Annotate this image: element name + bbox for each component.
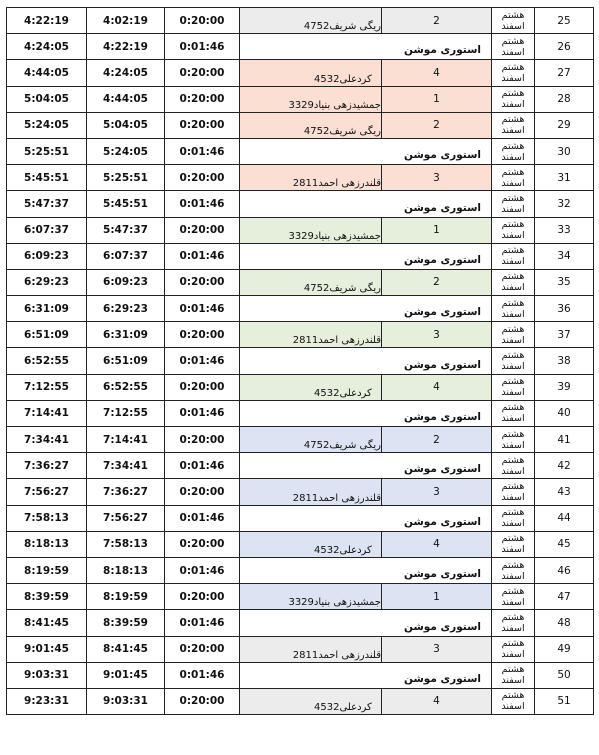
program-number-cell: 3 xyxy=(382,636,492,662)
story-motion-cell: استوری موشن xyxy=(240,662,492,688)
table-row xyxy=(7,217,594,243)
story-motion-cell: استوری موشن xyxy=(240,34,492,60)
row-number-cell: 40 xyxy=(535,400,594,426)
day-cell: هشتم اسفند xyxy=(492,505,535,531)
end-time-cell: 6:31:09 xyxy=(7,296,87,322)
day-cell: هشتم اسفند xyxy=(492,112,535,138)
row-number-cell: 30 xyxy=(535,138,594,164)
story-motion-cell: استوری موشن xyxy=(240,138,492,164)
end-time-cell: 6:51:09 xyxy=(7,322,87,348)
table-row xyxy=(7,138,594,164)
start-time-cell: 6:29:23 xyxy=(87,296,165,322)
row-number-cell: 25 xyxy=(535,8,594,34)
program-number-cell: 2 xyxy=(382,269,492,295)
duration-cell: 0:20:00 xyxy=(165,584,240,610)
program-number-cell: 4 xyxy=(382,531,492,557)
end-time-cell: 7:56:27 xyxy=(7,479,87,505)
row-number-cell: 49 xyxy=(535,636,594,662)
program-number-cell: 2 xyxy=(382,427,492,453)
start-time-cell: 5:45:51 xyxy=(87,191,165,217)
start-time-cell: 9:03:31 xyxy=(87,688,165,714)
row-number-cell: 32 xyxy=(535,191,594,217)
start-time-cell: 9:01:45 xyxy=(87,662,165,688)
table-row xyxy=(7,688,594,714)
end-time-cell: 7:14:41 xyxy=(7,400,87,426)
schedule-table xyxy=(6,7,594,715)
row-number-cell: 50 xyxy=(535,662,594,688)
duration-cell: 0:01:46 xyxy=(165,610,240,636)
table-row xyxy=(7,191,594,217)
start-time-cell: 8:18:13 xyxy=(87,557,165,583)
end-time-cell: 6:09:23 xyxy=(7,243,87,269)
day-cell: هشتم اسفند xyxy=(492,636,535,662)
end-time-cell: 8:18:13 xyxy=(7,531,87,557)
day-cell: هشتم اسفند xyxy=(492,243,535,269)
start-time-cell: 4:22:19 xyxy=(87,34,165,60)
row-number-cell: 39 xyxy=(535,374,594,400)
program-number-cell: 1 xyxy=(382,584,492,610)
day-cell: هشتم اسفند xyxy=(492,296,535,322)
row-number-cell: 26 xyxy=(535,34,594,60)
duration-cell: 0:01:46 xyxy=(165,296,240,322)
duration-cell: 0:20:00 xyxy=(165,322,240,348)
program-number-cell: 4 xyxy=(382,60,492,86)
day-cell: هشتم اسفند xyxy=(492,688,535,714)
row-number-cell: 35 xyxy=(535,269,594,295)
end-time-cell: 6:29:23 xyxy=(7,269,87,295)
row-number-cell: 34 xyxy=(535,243,594,269)
day-cell: هشتم اسفند xyxy=(492,34,535,60)
start-time-cell: 5:24:05 xyxy=(87,138,165,164)
table-row xyxy=(7,322,594,348)
duration-cell: 0:01:46 xyxy=(165,505,240,531)
table-row xyxy=(7,505,594,531)
program-number-cell: 2 xyxy=(382,112,492,138)
program-name-cell: قلندرزهی احمد2811 xyxy=(240,636,382,662)
duration-cell: 0:20:00 xyxy=(165,165,240,191)
duration-cell: 0:20:00 xyxy=(165,217,240,243)
story-motion-cell: استوری موشن xyxy=(240,453,492,479)
row-number-cell: 45 xyxy=(535,531,594,557)
duration-cell: 0:20:00 xyxy=(165,374,240,400)
day-cell: هشتم اسفند xyxy=(492,479,535,505)
end-time-cell: 4:44:05 xyxy=(7,60,87,86)
row-number-cell: 28 xyxy=(535,86,594,112)
story-motion-cell: استوری موشن xyxy=(240,400,492,426)
row-number-cell: 44 xyxy=(535,505,594,531)
program-name-cell: ریگی شریف4752 xyxy=(240,427,382,453)
program-number-cell: 4 xyxy=(382,688,492,714)
start-time-cell: 6:52:55 xyxy=(87,374,165,400)
row-number-cell: 43 xyxy=(535,479,594,505)
story-motion-cell: استوری موشن xyxy=(240,557,492,583)
day-cell: هشتم اسفند xyxy=(492,427,535,453)
duration-cell: 0:01:46 xyxy=(165,400,240,426)
start-time-cell: 6:07:37 xyxy=(87,243,165,269)
duration-cell: 0:20:00 xyxy=(165,688,240,714)
schedule-body xyxy=(7,8,594,715)
duration-cell: 0:01:46 xyxy=(165,243,240,269)
end-time-cell: 6:07:37 xyxy=(7,217,87,243)
start-time-cell: 5:04:05 xyxy=(87,112,165,138)
day-cell: هشتم اسفند xyxy=(492,374,535,400)
day-cell: هشتم اسفند xyxy=(492,557,535,583)
day-cell: هشتم اسفند xyxy=(492,191,535,217)
day-cell: هشتم اسفند xyxy=(492,400,535,426)
duration-cell: 0:01:46 xyxy=(165,557,240,583)
duration-cell: 0:01:46 xyxy=(165,453,240,479)
program-name-cell: کردعلی4532 xyxy=(240,531,382,557)
story-motion-cell: استوری موشن xyxy=(240,296,492,322)
end-time-cell: 8:39:59 xyxy=(7,584,87,610)
program-number-cell: 2 xyxy=(382,8,492,34)
row-number-cell: 36 xyxy=(535,296,594,322)
start-time-cell: 8:19:59 xyxy=(87,584,165,610)
table-row xyxy=(7,557,594,583)
table-row xyxy=(7,112,594,138)
end-time-cell: 5:25:51 xyxy=(7,138,87,164)
end-time-cell: 7:58:13 xyxy=(7,505,87,531)
program-number-cell: 1 xyxy=(382,217,492,243)
row-number-cell: 27 xyxy=(535,60,594,86)
start-time-cell: 7:58:13 xyxy=(87,531,165,557)
day-cell: هشتم اسفند xyxy=(492,610,535,636)
table-row xyxy=(7,86,594,112)
start-time-cell: 5:25:51 xyxy=(87,165,165,191)
start-time-cell: 5:47:37 xyxy=(87,217,165,243)
row-number-cell: 38 xyxy=(535,348,594,374)
program-number-cell: 4 xyxy=(382,374,492,400)
program-name-cell: جمشیدزهی بنیاد3329 xyxy=(240,217,382,243)
end-time-cell: 9:01:45 xyxy=(7,636,87,662)
end-time-cell: 7:34:41 xyxy=(7,427,87,453)
table-row xyxy=(7,296,594,322)
program-name-cell: قلندرزهی احمد2811 xyxy=(240,322,382,348)
table-row xyxy=(7,269,594,295)
program-name-cell: جمشیدزهی بنیاد3329 xyxy=(240,86,382,112)
duration-cell: 0:20:00 xyxy=(165,60,240,86)
start-time-cell: 8:41:45 xyxy=(87,636,165,662)
end-time-cell: 6:52:55 xyxy=(7,348,87,374)
table-row xyxy=(7,610,594,636)
day-cell: هشتم اسفند xyxy=(492,269,535,295)
table-row xyxy=(7,165,594,191)
program-name-cell: کردعلی4532 xyxy=(240,374,382,400)
program-name-cell: قلندرزهی احمد2811 xyxy=(240,165,382,191)
story-motion-cell: استوری موشن xyxy=(240,191,492,217)
table-row xyxy=(7,662,594,688)
day-cell: هشتم اسفند xyxy=(492,86,535,112)
end-time-cell: 5:04:05 xyxy=(7,86,87,112)
program-name-cell: ریگی شریف4752 xyxy=(240,269,382,295)
duration-cell: 0:20:00 xyxy=(165,8,240,34)
start-time-cell: 8:39:59 xyxy=(87,610,165,636)
program-name-cell: کردعلی4532 xyxy=(240,60,382,86)
row-number-cell: 37 xyxy=(535,322,594,348)
end-time-cell: 5:24:05 xyxy=(7,112,87,138)
story-motion-cell: استوری موشن xyxy=(240,610,492,636)
duration-cell: 0:01:46 xyxy=(165,662,240,688)
table-row xyxy=(7,60,594,86)
end-time-cell: 5:45:51 xyxy=(7,165,87,191)
table-row xyxy=(7,584,594,610)
story-motion-cell: استوری موشن xyxy=(240,505,492,531)
program-number-cell: 3 xyxy=(382,479,492,505)
start-time-cell: 6:31:09 xyxy=(87,322,165,348)
end-time-cell: 5:47:37 xyxy=(7,191,87,217)
end-time-cell: 9:03:31 xyxy=(7,662,87,688)
day-cell: هشتم اسفند xyxy=(492,662,535,688)
duration-cell: 0:20:00 xyxy=(165,86,240,112)
row-number-cell: 29 xyxy=(535,112,594,138)
row-number-cell: 46 xyxy=(535,557,594,583)
program-number-cell: 3 xyxy=(382,165,492,191)
day-cell: هشتم اسفند xyxy=(492,60,535,86)
program-name-cell: ریگی شریف4752 xyxy=(240,112,382,138)
start-time-cell: 7:12:55 xyxy=(87,400,165,426)
duration-cell: 0:20:00 xyxy=(165,636,240,662)
table-row xyxy=(7,636,594,662)
table-row xyxy=(7,374,594,400)
table-row xyxy=(7,34,594,60)
end-time-cell: 7:12:55 xyxy=(7,374,87,400)
table-row xyxy=(7,243,594,269)
table-row xyxy=(7,479,594,505)
day-cell: هشتم اسفند xyxy=(492,453,535,479)
day-cell: هشتم اسفند xyxy=(492,217,535,243)
table-row xyxy=(7,531,594,557)
table-row xyxy=(7,8,594,34)
day-cell: هشتم اسفند xyxy=(492,138,535,164)
program-name-cell: کردعلی4532 xyxy=(240,688,382,714)
duration-cell: 0:01:46 xyxy=(165,138,240,164)
duration-cell: 0:20:00 xyxy=(165,269,240,295)
start-time-cell: 4:02:19 xyxy=(87,8,165,34)
program-name-cell: قلندرزهی احمد2811 xyxy=(240,479,382,505)
day-cell: هشتم اسفند xyxy=(492,322,535,348)
end-time-cell: 8:19:59 xyxy=(7,557,87,583)
table-row xyxy=(7,400,594,426)
start-time-cell: 7:34:41 xyxy=(87,453,165,479)
end-time-cell: 9:23:31 xyxy=(7,688,87,714)
start-time-cell: 6:51:09 xyxy=(87,348,165,374)
day-cell: هشتم اسفند xyxy=(492,531,535,557)
duration-cell: 0:20:00 xyxy=(165,479,240,505)
end-time-cell: 4:22:19 xyxy=(7,8,87,34)
end-time-cell: 7:36:27 xyxy=(7,453,87,479)
end-time-cell: 8:41:45 xyxy=(7,610,87,636)
start-time-cell: 7:36:27 xyxy=(87,479,165,505)
duration-cell: 0:01:46 xyxy=(165,34,240,60)
row-number-cell: 47 xyxy=(535,584,594,610)
table-row xyxy=(7,348,594,374)
day-cell: هشتم اسفند xyxy=(492,584,535,610)
row-number-cell: 48 xyxy=(535,610,594,636)
start-time-cell: 6:09:23 xyxy=(87,269,165,295)
duration-cell: 0:01:46 xyxy=(165,191,240,217)
start-time-cell: 7:56:27 xyxy=(87,505,165,531)
table-row xyxy=(7,427,594,453)
duration-cell: 0:20:00 xyxy=(165,112,240,138)
row-number-cell: 33 xyxy=(535,217,594,243)
day-cell: هشتم اسفند xyxy=(492,165,535,191)
duration-cell: 0:20:00 xyxy=(165,427,240,453)
start-time-cell: 4:24:05 xyxy=(87,60,165,86)
row-number-cell: 51 xyxy=(535,688,594,714)
table-row xyxy=(7,453,594,479)
end-time-cell: 4:24:05 xyxy=(7,34,87,60)
row-number-cell: 31 xyxy=(535,165,594,191)
day-cell: هشتم اسفند xyxy=(492,8,535,34)
story-motion-cell: استوری موشن xyxy=(240,348,492,374)
story-motion-cell: استوری موشن xyxy=(240,243,492,269)
day-cell: هشتم اسفند xyxy=(492,348,535,374)
program-number-cell: 1 xyxy=(382,86,492,112)
start-time-cell: 7:14:41 xyxy=(87,427,165,453)
program-name-cell: جمشیدزهی بنیاد3329 xyxy=(240,584,382,610)
row-number-cell: 41 xyxy=(535,427,594,453)
program-name-cell: ریگی شریف4752 xyxy=(240,8,382,34)
program-number-cell: 3 xyxy=(382,322,492,348)
duration-cell: 0:20:00 xyxy=(165,531,240,557)
duration-cell: 0:01:46 xyxy=(165,348,240,374)
start-time-cell: 4:44:05 xyxy=(87,86,165,112)
row-number-cell: 42 xyxy=(535,453,594,479)
